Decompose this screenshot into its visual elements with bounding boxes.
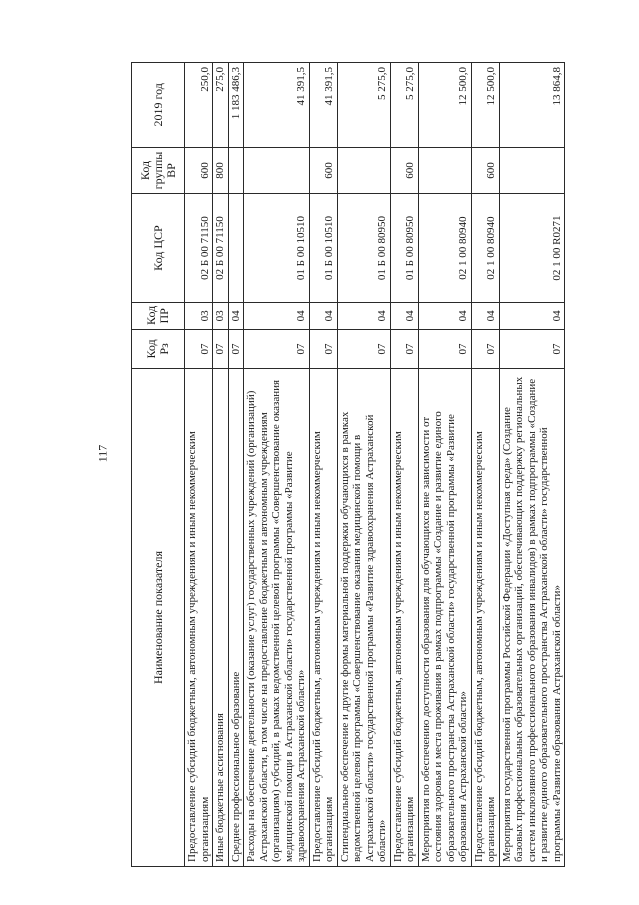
cell-rz: 07 <box>418 329 471 368</box>
table-row <box>244 63 310 867</box>
cell-csr: 02 1 00 R0271 <box>499 194 565 303</box>
cell-vr: 600 <box>309 147 337 194</box>
table-header-row <box>132 63 185 867</box>
cell-name: Иные бюджетные ассигнования <box>213 368 229 866</box>
cell-pr: 04 <box>244 302 310 329</box>
cell-pr: 04 <box>309 302 337 329</box>
cell-pr: 03 <box>213 302 229 329</box>
cell-csr <box>228 194 244 303</box>
cell-vr <box>418 147 471 194</box>
cell-rz: 07 <box>499 329 565 368</box>
cell-csr: 02 1 00 80940 <box>418 194 471 303</box>
cell-csr: 02 Б 00 71150 <box>213 194 229 303</box>
cell-csr: 01 Б 00 10510 <box>244 194 310 303</box>
cell-2019: 250,0 <box>185 63 213 148</box>
budget-table <box>131 62 565 867</box>
cell-name: Расходы на обеспечение деятельности (оказание услуг) государственных учреждений (организаций) Астраханской области, в том числе на предоставление бюджетным и автономным учреждениям (организациям) субсидий, в рамках ведомственной целевой программы «Совершенствование оказания медицинской помощи в Астраханской области» государственной программы «Развитие здравоохранения Астраханской области» <box>244 368 310 866</box>
cell-rz: 07 <box>390 329 418 368</box>
cell-name: Мероприятия государственной программы Российской Федерации «Доступная среда» (Создание базовых профессиональных образовательных организаций, обеспечивающих поддержку региональных систем инклюзивного профессионального образования инвалидов) в рамках подпрограммы «Создание и развитие единого образовательного пространства Астраханской области» государственной программы «Развитие образования Астраханской области» <box>499 368 565 866</box>
cell-name: Предоставление субсидий бюджетным, автономным учреждениям и иным некоммерческим организациям <box>390 368 418 866</box>
cell-vr: 600 <box>390 147 418 194</box>
table-row <box>337 63 390 867</box>
cell-name: Стипендиальное обеспечение и другие формы материальной поддержки обучающихся в рамках ведомственной целевой программы «Совершенствование оказания медицинской помощи в Астраханской области» государственной программы «Развитие здравоохранения Астраханской области» <box>337 368 390 866</box>
cell-rz: 07 <box>337 329 390 368</box>
cell-name: Мероприятия по обеспечению доступности образования для обучающихся вне зависимости от состояния здоровья и места проживания в рамках подпрограммы «Создание и развитие единого образовательного пространства Астраханской области» государственной программы «Развитие образования Астраханской области» <box>418 368 471 866</box>
cell-pr: 04 <box>390 302 418 329</box>
cell-rz: 07 <box>228 329 244 368</box>
cell-name: Среднее профессиональное образование <box>228 368 244 866</box>
cell-vr: 800 <box>213 147 229 194</box>
header-vr: Код группы ВР <box>132 147 185 194</box>
cell-2019: 5 275,0 <box>337 63 390 148</box>
table-row <box>213 63 229 867</box>
cell-csr: 01 Б 00 10510 <box>309 194 337 303</box>
page-number: 117 <box>95 444 110 463</box>
header-pr: Код ПР <box>132 302 185 329</box>
cell-pr: 04 <box>337 302 390 329</box>
cell-2019: 5 275,0 <box>390 63 418 148</box>
cell-rz: 07 <box>185 329 213 368</box>
cell-name: Предоставление субсидий бюджетным, автономным учреждениям и иным некоммерческим организациям <box>309 368 337 866</box>
cell-pr: 04 <box>418 302 471 329</box>
cell-rz: 07 <box>309 329 337 368</box>
cell-vr <box>228 147 244 194</box>
cell-vr <box>499 147 565 194</box>
table-row <box>185 63 213 867</box>
cell-pr: 04 <box>471 302 499 329</box>
cell-rz: 07 <box>244 329 310 368</box>
table-row <box>471 63 499 867</box>
cell-csr: 02 Б 00 71150 <box>185 194 213 303</box>
cell-2019: 275,0 <box>213 63 229 148</box>
cell-rz: 07 <box>471 329 499 368</box>
cell-vr: 600 <box>471 147 499 194</box>
cell-pr: 04 <box>228 302 244 329</box>
rotated-page-area <box>131 62 590 867</box>
cell-csr: 01 Б 00 80950 <box>337 194 390 303</box>
header-2019: 2019 год <box>132 63 185 148</box>
cell-vr <box>244 147 310 194</box>
table-row <box>390 63 418 867</box>
cell-2019: 41 391,5 <box>309 63 337 148</box>
table-row <box>309 63 337 867</box>
cell-pr: 04 <box>499 302 565 329</box>
table-row <box>228 63 244 867</box>
cell-name: Предоставление субсидий бюджетным, автономным учреждениям и иным некоммерческим организациям <box>185 368 213 866</box>
rotated-table-container <box>131 62 590 867</box>
cell-2019: 12 500,0 <box>471 63 499 148</box>
header-csr: Код ЦСР <box>132 194 185 303</box>
table-row <box>499 63 565 867</box>
cell-csr: 01 Б 00 80950 <box>390 194 418 303</box>
cell-rz: 07 <box>213 329 229 368</box>
cell-csr: 02 1 00 80940 <box>471 194 499 303</box>
cell-pr: 03 <box>185 302 213 329</box>
cell-2019: 1 183 486,3 <box>228 63 244 148</box>
cell-vr: 600 <box>185 147 213 194</box>
cell-2019: 13 864,8 <box>499 63 565 148</box>
table-row <box>418 63 471 867</box>
header-name: Наименование показателя <box>132 368 185 866</box>
cell-2019: 41 391,5 <box>244 63 310 148</box>
cell-name: Предоставление субсидий бюджетным, автономным учреждениям и иным некоммерческим организациям <box>471 368 499 866</box>
cell-vr <box>337 147 390 194</box>
cell-2019: 12 500,0 <box>418 63 471 148</box>
header-rz: Код Рз <box>132 329 185 368</box>
